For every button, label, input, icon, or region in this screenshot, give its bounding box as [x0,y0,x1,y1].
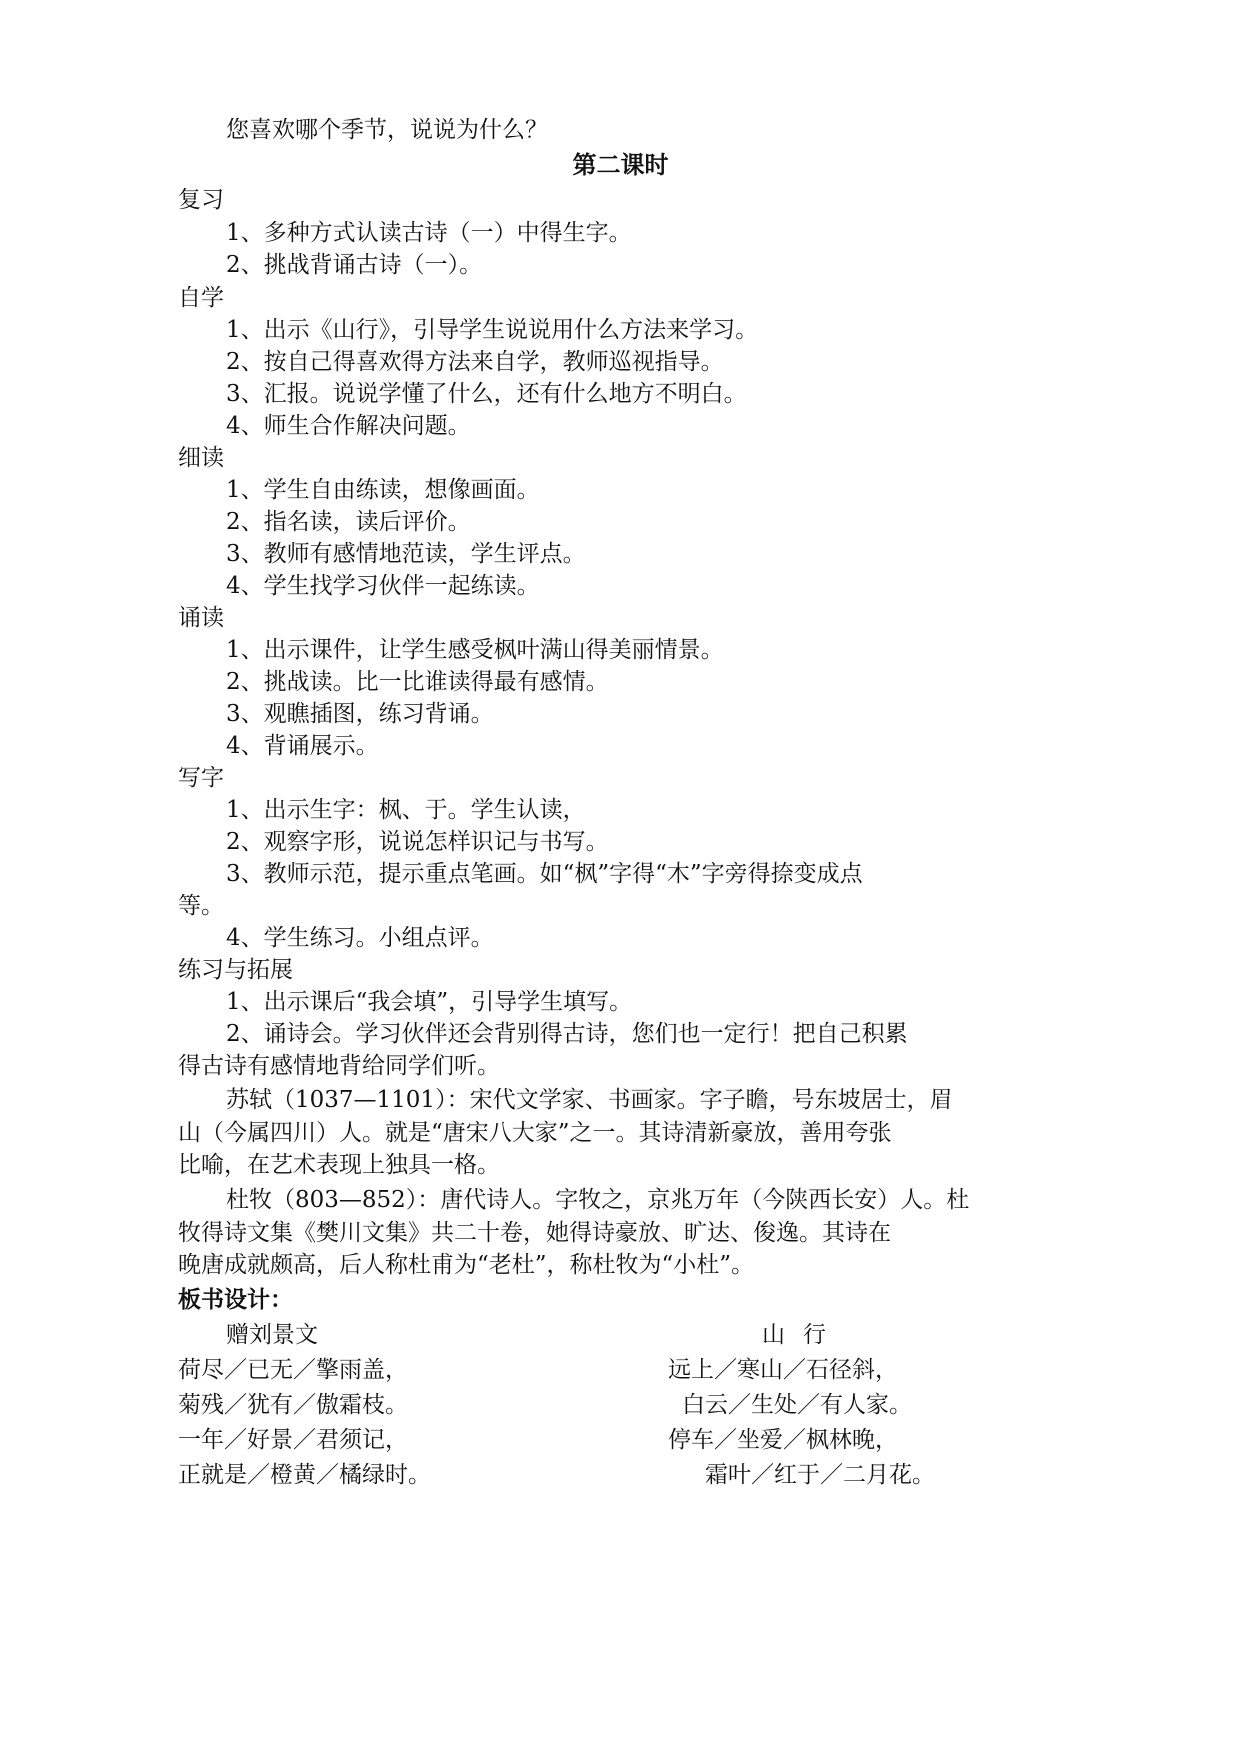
list-item: 4、学生练习。小组点评。 [226,925,494,951]
list-item: 3、观瞧插图，练习背诵。 [226,701,494,727]
list-item: 3、教师示范，提示重点笔画。如“枫”字得“木”字旁得捺变成点 [226,861,863,887]
section-heading-review: 复习 [178,187,224,213]
list-item: 3、汇报。说说学懂了什么，还有什么地方不明白。 [226,381,747,407]
bio-du-mu-line: 晚唐成就颇高，后人称杜甫为“老杜”，称杜牧为“小杜”。 [178,1252,755,1278]
list-item: 1、出示生字：枫、于。学生认读， [226,797,586,823]
list-item: 1、出示课件，让学生感受枫叶满山得美丽情景。 [226,637,724,663]
list-item: 4、师生合作解决问题。 [226,413,471,439]
list-item: 2、诵诗会。学习伙伴还会背别得古诗，您们也一定行！把自己积累 [226,1021,908,1047]
intro-question: 您喜欢哪个季节，说说为什么？ [226,117,548,143]
poem1-title: 赠刘景文 [226,1322,318,1348]
section-heading-recitation: 诵读 [178,605,224,631]
section-heading-self-study: 自学 [178,285,224,311]
bio-du-mu-line: 杜牧（803—852）：唐代诗人。字牧之，京兆万年（今陕西长安）人。杜 [226,1187,970,1213]
list-item: 1、出示《山行》，引导学生说说用什么方法来学习。 [226,317,759,343]
bio-su-shi-line: 比喻，在艺术表现上独具一格。 [178,1152,500,1178]
bio-du-mu-line: 牧得诗文集《樊川文集》共二十卷，她得诗豪放、旷达、俊逸。其诗在 [178,1220,891,1246]
list-item: 1、多种方式认读古诗（一）中得生字。 [226,220,632,246]
poem2-line: 霜叶／红于／二月花。 [705,1462,935,1488]
list-item: 4、学生找学习伙伴一起练读。 [226,573,540,599]
poem2-line: 白云／生处／有人家。 [682,1392,912,1418]
poem2-line: 远上／寒山／石径斜， [668,1357,898,1383]
list-item: 4、背诵展示。 [226,733,379,759]
lesson-title: 第二课时 [572,150,669,179]
section-heading-close-reading: 细读 [178,445,224,471]
poem1-line: 一年／好景／君须记， [178,1427,408,1453]
list-item-continued: 等。 [178,893,224,919]
list-item: 2、观察字形，说说怎样识记与书写。 [226,829,609,855]
list-item: 1、出示课后“我会填”，引导学生填写。 [226,989,633,1015]
list-item-continued: 得古诗有感情地背给同学们听。 [178,1053,500,1079]
poem2-line: 停车／坐爱／枫林晚， [668,1427,898,1453]
list-item: 1、学生自由练读，想像画面。 [226,477,540,503]
poem2-title: 山行 [762,1322,844,1348]
list-item: 2、挑战读。比一比谁读得最有感情。 [226,669,609,695]
bio-su-shi-line: 苏轼（1037—1101）：宋代文学家、书画家。字子瞻，号东坡居士，眉 [226,1087,953,1113]
list-item: 2、指名读，读后评价。 [226,509,471,535]
poem1-line: 荷尽／已无／擎雨盖， [178,1357,408,1383]
bio-su-shi-line: 山（今属四川）人。就是“唐宋八大家”之一。其诗清新豪放，善用夸张 [178,1120,892,1146]
list-item: 2、挑战背诵古诗（一）。 [226,252,483,278]
board-heading: 板书设计： [178,1286,293,1313]
list-item: 2、按自己得喜欢得方法来自学，教师巡视指导。 [226,349,724,375]
poem1-line: 正就是／橙黄／橘绿时。 [178,1462,431,1488]
list-item: 3、教师有感情地范读，学生评点。 [226,541,586,567]
poem1-line: 菊残／犹有／傲霜枝。 [178,1392,408,1418]
section-heading-practice: 练习与拓展 [178,957,293,983]
section-heading-writing: 写字 [178,765,224,791]
